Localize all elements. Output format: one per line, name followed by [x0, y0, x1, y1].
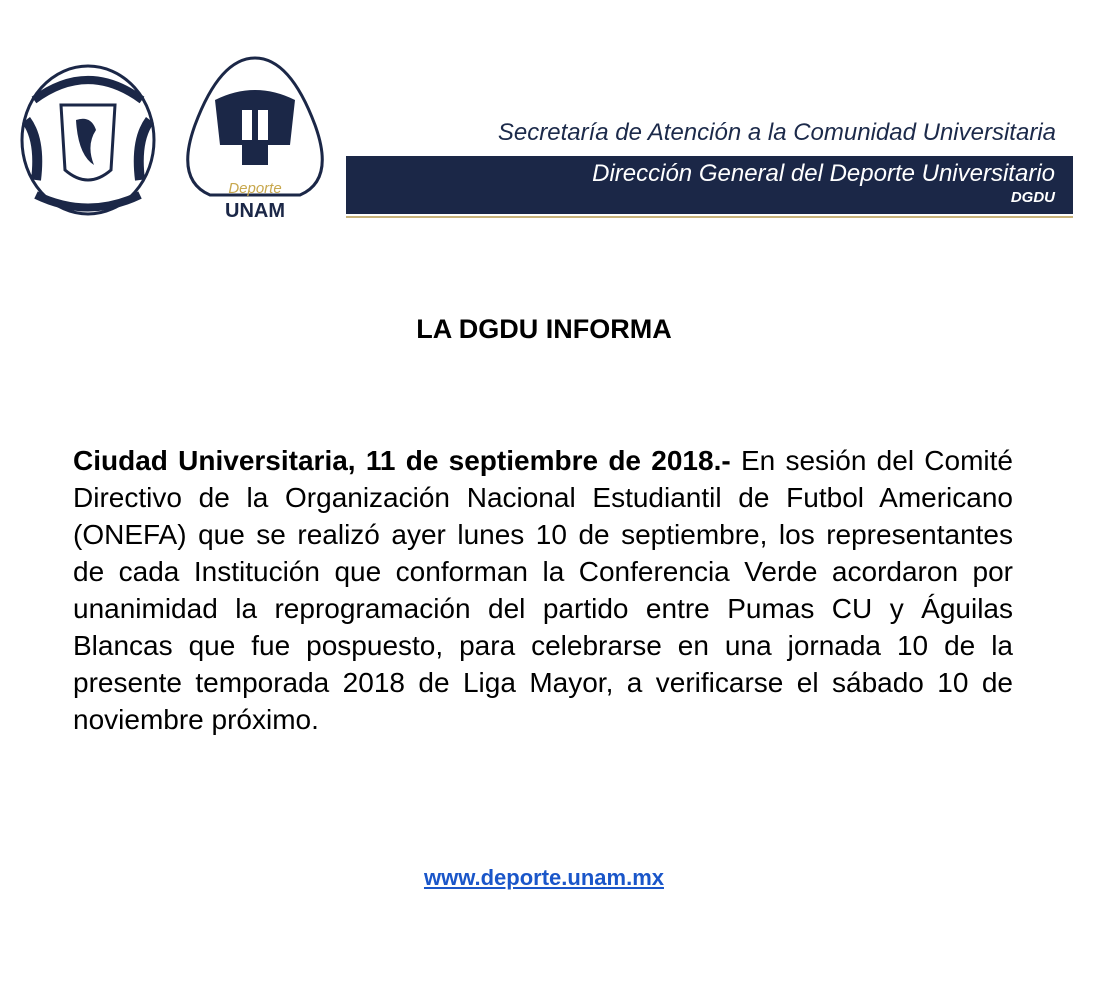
body-paragraph: [73, 442, 1013, 738]
dgdu-banner: [346, 156, 1073, 214]
body-text: En sesión del Comité Directivo de la Organización Nacional Estudiantil de Futbol Americano (ONEFA) que se realizó ayer lunes 10 de septiembre, los representantes de cada Institución que conforman la Conferencia Verde acordaron por unanimidad la reprogramación del partido entre Pumas CU y Águilas Blancas que fue pospuesto, para celebrarse en una jornada 10 de la presente temporada 2018 de Liga Mayor, a verificarse el sábado 10 de noviembre próximo.: [73, 445, 1013, 735]
svg-text:Deporte: Deporte: [228, 180, 282, 197]
direccion-heading: Dirección General del Deporte Universitario: [592, 160, 1055, 187]
gold-divider: [346, 216, 1073, 218]
svg-text:UNAM: UNAM: [225, 200, 285, 220]
secretaria-heading: Secretaría de Atención a la Comunidad Universitaria: [497, 119, 1056, 146]
dateline: Ciudad Universitaria, 11 de septiembre de 2018.-: [73, 445, 731, 476]
deporte-unam-logo: [180, 55, 330, 220]
dgdu-acronym: DGDU: [1010, 189, 1055, 206]
website-link[interactable]: www.deporte.unam.mx: [423, 865, 664, 890]
unam-seal-logo: [16, 60, 160, 218]
document-title: LA DGDU INFORMA: [416, 314, 672, 344]
footer: [0, 865, 1088, 891]
